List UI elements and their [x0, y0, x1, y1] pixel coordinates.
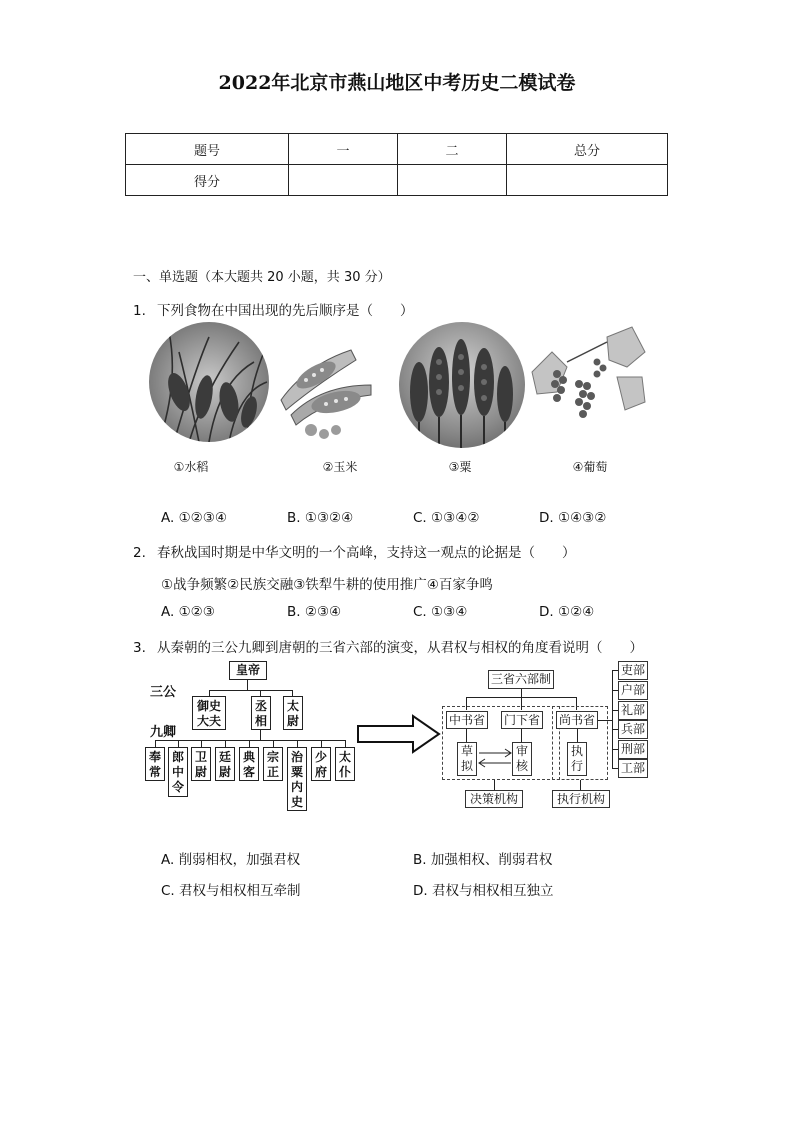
question-number: 2. — [133, 545, 146, 561]
question-text: 从秦朝的三公九卿到唐朝的三省六部的演变，从君权与相权的角度看说明（ ） — [157, 640, 643, 656]
jiuqing-box: 少 府 — [311, 747, 331, 781]
jiuqing-box: 治 粟 内 史 — [287, 747, 307, 811]
zhixing-label-box: 执行机构 — [552, 790, 610, 808]
score-cell — [507, 165, 668, 196]
option-a[interactable]: A. ①②③ — [161, 604, 215, 620]
question-statements: ①战争频繁②民族交融③铁犁牛耕的使用推广④百家争鸣 — [161, 577, 493, 593]
sangong-label: 三公 — [150, 685, 177, 700]
juece-label-box: 决策机构 — [465, 790, 523, 808]
millet-image — [399, 322, 525, 448]
emperor-box: 皇帝 — [229, 661, 267, 680]
image-caption: ①水稻 — [173, 460, 209, 474]
double-arrow-icon — [477, 748, 513, 772]
question-text: 春秋战国时期是中华文明的一个高峰，支持这一观点的论据是（ ） — [157, 545, 576, 561]
score-table-row — [126, 165, 668, 196]
menxia-box: 门下省 — [501, 711, 543, 729]
score-header-cell: 一 — [289, 134, 398, 165]
ministry-box: 礼部 — [618, 701, 648, 720]
corn-image — [276, 330, 384, 440]
option-c[interactable]: C. ①③④② — [413, 510, 480, 526]
section-heading: 一、单选题（本大题共 20 小题，共 30 分） — [133, 270, 391, 285]
option-b[interactable]: B. ②③④ — [287, 604, 342, 620]
shenhe-box: 审 核 — [512, 742, 532, 776]
millet-icon — [399, 322, 525, 448]
question-3 — [133, 636, 643, 656]
shangshu-box: 尚书省 — [556, 711, 598, 729]
exam-title: 2022年北京市燕山地区中考历史二模试卷 — [218, 72, 576, 94]
jiuqing-box: 太 仆 — [335, 747, 355, 781]
caoni-box: 草 拟 — [457, 742, 477, 776]
question-number: 3. — [133, 640, 146, 656]
jiuqing-box: 廷 尉 — [215, 747, 235, 781]
grape-icon — [527, 322, 647, 434]
score-cell — [289, 165, 398, 196]
rice-icon — [149, 322, 269, 442]
ministry-box: 吏部 — [618, 661, 648, 680]
jiuqing-box: 郎 中 令 — [168, 747, 188, 797]
jiuqing-label: 九卿 — [150, 725, 177, 740]
option-b[interactable]: B. 加强相权、削弱君权 — [413, 852, 553, 868]
score-table — [125, 133, 668, 196]
image-caption: ④葡萄 — [572, 460, 608, 474]
score-header-cell: 总分 — [507, 134, 668, 165]
score-row-label: 得分 — [126, 165, 289, 196]
zhongshu-box: 中书省 — [446, 711, 488, 729]
option-d[interactable]: D. 君权与相权相互独立 — [413, 883, 554, 899]
image-caption: ②玉米 — [322, 460, 358, 474]
zhixing-box: 执 行 — [567, 742, 587, 776]
question-1 — [133, 299, 414, 319]
score-table-header-row — [126, 134, 668, 165]
jiuqing-box: 奉 常 — [145, 747, 165, 781]
option-c[interactable]: C. 君权与相权相互牵制 — [161, 883, 301, 899]
option-d[interactable]: D. ①④③② — [539, 510, 607, 526]
question-number: 1. — [133, 303, 146, 319]
sangong-box: 御史 大夫 — [192, 696, 226, 730]
corn-icon — [276, 330, 384, 440]
question-text: 下列食物在中国出现的先后顺序是（ ） — [157, 303, 414, 319]
jiuqing-box: 宗 正 — [263, 747, 283, 781]
ministry-box: 工部 — [618, 759, 648, 778]
ministry-box: 刑部 — [618, 740, 648, 759]
option-c[interactable]: C. ①③④ — [413, 604, 468, 620]
option-a[interactable]: A. ①②③④ — [161, 510, 227, 526]
ministry-box: 兵部 — [618, 720, 648, 739]
option-a[interactable]: A. 削弱相权，加强君权 — [161, 852, 301, 868]
score-header-cell: 二 — [398, 134, 507, 165]
option-d[interactable]: D. ①②④ — [539, 604, 595, 620]
ministry-box: 户部 — [618, 681, 648, 700]
sangong-box: 丞 相 — [251, 696, 271, 730]
rice-image — [149, 322, 269, 442]
image-caption: ③粟 — [448, 460, 472, 474]
score-header-cell: 题号 — [126, 134, 289, 165]
jiuqing-box: 卫 尉 — [191, 747, 211, 781]
sansheng-root-box: 三省六部制 — [488, 670, 554, 689]
sangong-box: 太 尉 — [283, 696, 303, 730]
jiuqing-box: 典 客 — [239, 747, 259, 781]
score-cell — [398, 165, 507, 196]
question-2 — [133, 541, 576, 561]
transition-arrow-icon — [357, 714, 441, 758]
option-b[interactable]: B. ①③②④ — [287, 510, 354, 526]
grape-image — [527, 322, 647, 434]
